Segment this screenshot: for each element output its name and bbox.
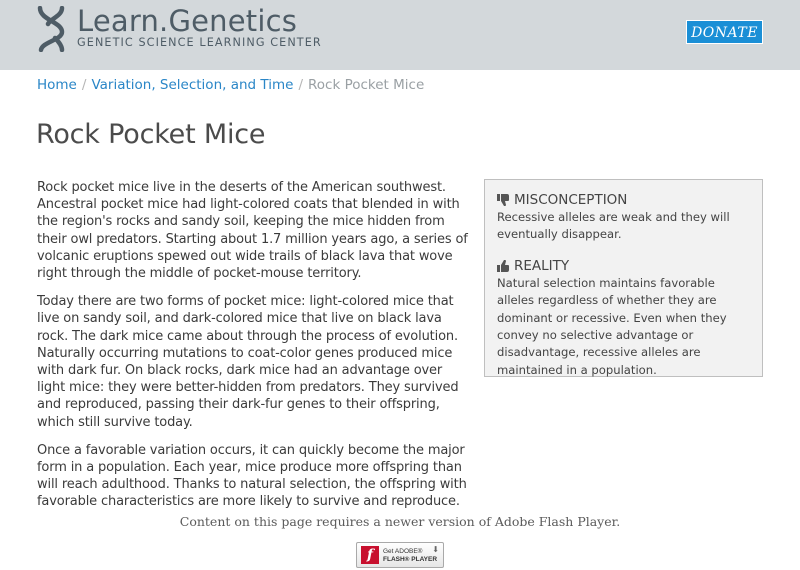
article-paragraph: Today there are two forms of pocket mice: light-colored mice that live on sandy soil, and dark-colored mice that live on black lava rock. The dark mice came about through the process of evolution. Naturally occurring mutations to coat-color genes produced mice with dark fur. On black rocks, dark mice had an advantage over light mice: they were better-hidden from predators. They survived and reproduced, passing their dark-fur genes to their offspring, which still survive today. [37, 294, 459, 430]
logo-subtitle: GENETIC SCIENCE LEARNING CENTER [77, 36, 322, 49]
donate-button[interactable]: DONATE [686, 20, 763, 44]
flash-badge-line2: FLASH® PLAYER [383, 556, 438, 563]
breadcrumb-home-link[interactable]: Home [37, 77, 77, 93]
breadcrumb [37, 77, 424, 93]
reality-heading-label: REALITY [514, 257, 570, 274]
flash-logo-icon: f [361, 546, 379, 564]
page-title: Rock Pocket Mice [36, 119, 266, 150]
misconception-box [484, 179, 763, 377]
download-arrow-icon: ⬇ [432, 545, 439, 554]
article-body [37, 179, 469, 522]
misconception-heading-label: MISCONCEPTION [514, 192, 628, 208]
breadcrumb-separator: / [298, 77, 303, 93]
misconception-text: Recessive alleles are weak and they will eventually disappear. [497, 210, 730, 242]
flash-required-notice: Content on this page requires a newer version of Adobe Flash Player. [179, 514, 621, 529]
flash-badge-line1: Get ADOBE® [383, 548, 423, 555]
get-flash-player-button[interactable] [356, 542, 444, 568]
reality-text: Natural selection maintains favorable alleles regardless of whether they are dominant or recessive. Even when they convey no selective advantage or disadvantage, recessive alleles are maintained in a population. [497, 275, 727, 377]
breadcrumb-variation-link[interactable]: Variation, Selection, and Time [91, 77, 294, 93]
article-paragraph: Rock pocket mice live in the deserts of the American southwest. Ancestral pocket mice had light-colored coats that blended in with the region's rocks and sandy soil, keeping the mice hidden from their owl predators. Starting about 1.7 million years ago, a series of volcanic eruptions spewed out wide trails of black lava that wove right through the middle of pocket-mouse territory. [37, 180, 468, 282]
breadcrumb-current: Rock Pocket Mice [308, 77, 425, 93]
site-logo[interactable] [36, 4, 322, 54]
article-paragraph: Once a favorable variation occurs, it can quickly become the major form in a population. Each year, mice produce more offspring than will reach adulthood. Thanks to natural selection, the offspring with favorable characteristics are more likely to survive and reproduce. [37, 442, 467, 510]
logo-title: Learn.Genetics [77, 4, 298, 38]
reality-heading [497, 258, 754, 274]
site-header [0, 0, 800, 70]
breadcrumb-separator: / [81, 77, 87, 93]
thumbs-up-icon [497, 260, 510, 272]
thumbs-down-icon [497, 194, 510, 206]
misconception-heading [497, 192, 754, 208]
dna-logo-icon [36, 6, 66, 52]
